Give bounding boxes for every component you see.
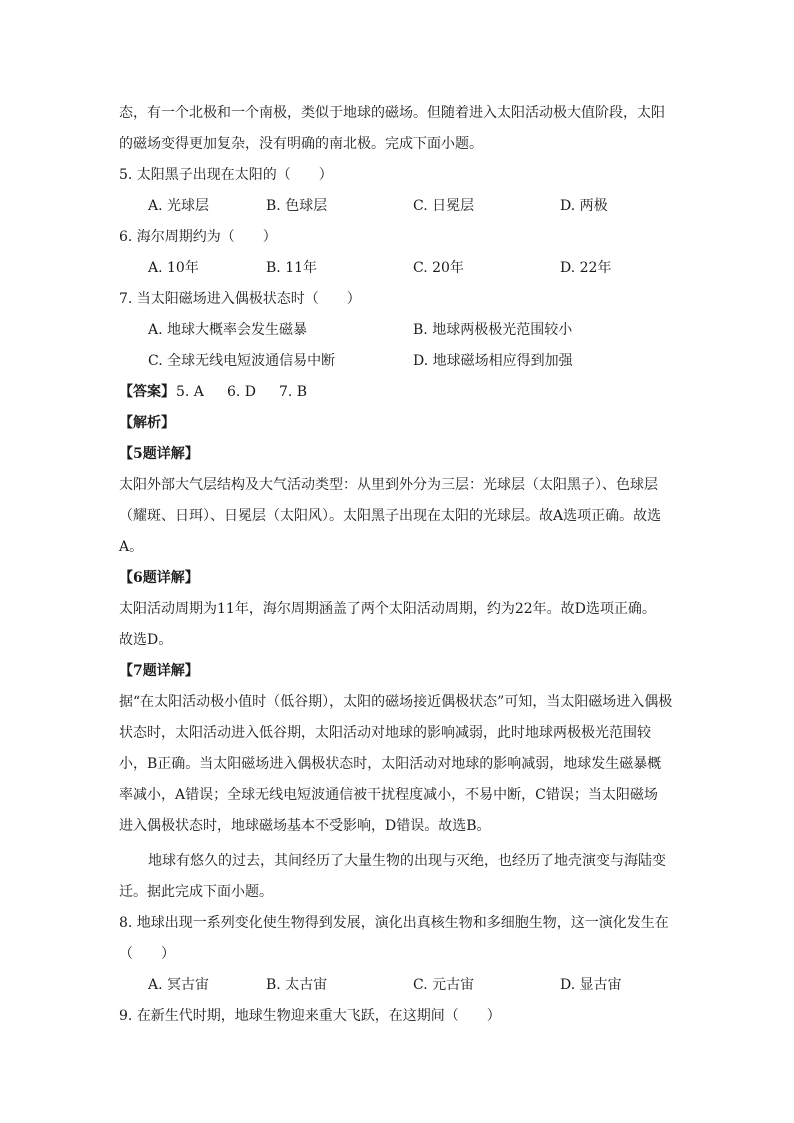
question-7-option-b: B. 地球两极极光范围较小	[413, 322, 573, 338]
question-7-stem: 7. 当太阳磁场进入偶极状态时（ ）	[119, 291, 361, 307]
detail-7-line-3: 小，B正确。当太阳磁场进入偶极状态时，太阳活动对地球的影响减弱，地球发生磁暴概	[119, 756, 662, 772]
detail-7-line-1: 据“在太阳活动极小值时（低谷期），太阳的磁场接近偶极状态”可知，当太阳磁场进入偶极	[119, 694, 673, 710]
question-5-option-b: B. 色球层	[266, 198, 328, 214]
intro-line-2: 的磁场变得更加复杂，没有明确的南北极。完成下面小题。	[119, 136, 483, 152]
question-8-option-a: A. 冥古宙	[148, 977, 210, 993]
question-8-option-c: C. 元古宙	[413, 977, 475, 993]
question-5-option-d: D. 两极	[560, 198, 608, 214]
question-6-option-c: C. 20年	[413, 260, 464, 276]
question-6-stem: 6. 海尔周期约为（ ）	[119, 229, 277, 245]
answer-6: 6. D	[227, 384, 257, 400]
answer-5: 5. A	[176, 384, 204, 400]
answer-label: 【答案】	[119, 384, 175, 400]
question-5-option-c: C. 日冕层	[413, 198, 475, 214]
detail-6-line-2: 故选D。	[119, 632, 173, 648]
question-6-option-a: A. 10年	[148, 260, 199, 276]
question-8-stem-line-2: （ ）	[119, 946, 175, 962]
detail-5-line-1: 太阳外部大气层结构及大气活动类型：从里到外分为三层：光球层（太阳黑子）、色球层	[119, 477, 658, 493]
detail-7-line-4: 率减小，A错误；全球无线电短波通信被干扰程度减小，不易中断，C错误；当太阳磁场	[119, 787, 658, 803]
question-8-stem-line-1: 8. 地球出现一系列变化使生物得到发展，演化出真核生物和多细胞生物，这一演化发生在	[119, 915, 669, 931]
question-7-option-c: C. 全球无线电短波通信易中断	[148, 353, 336, 369]
question-7-option-a: A. 地球大概率会发生磁暴	[148, 322, 308, 338]
detail-7-line-5: 进入偶极状态时，地球磁场基本不受影响，D错误。故选B。	[119, 818, 491, 834]
detail-6-label: 【6题详解】	[119, 570, 199, 586]
intro2-line-2: 迁。据此完成下面小题。	[119, 884, 273, 900]
detail-5-label: 【5题详解】	[119, 446, 199, 462]
question-8-option-b: B. 太古宙	[266, 977, 328, 993]
question-7-option-d: D. 地球磁场相应得到加强	[413, 353, 573, 369]
question-8-option-d: D. 显古宙	[560, 977, 622, 993]
question-5-option-a: A. 光球层	[148, 198, 210, 214]
intro2-line-1: 地球有悠久的过去，其间经历了大量生物的出现与灭绝，也经历了地壳演变与海陆变	[148, 853, 666, 869]
intro-line-1: 态，有一个北极和一个南极，类似于地球的磁场。但随着进入太阳活动极大值阶段，太阳	[119, 105, 665, 121]
question-5-stem: 5. 太阳黑子出现在太阳的（ ）	[119, 167, 333, 183]
question-6-option-d: D. 22年	[560, 260, 612, 276]
question-9-stem: 9. 在新生代时期，地球生物迎来重大飞跃，在这期间（ ）	[119, 1008, 501, 1024]
detail-6-line-1: 太阳活动周期为11年，海尔周期涵盖了两个太阳活动周期，约为22年。故D选项正确。	[119, 601, 656, 617]
answer-7: 7. B	[279, 384, 308, 400]
detail-5-line-3: A。	[119, 539, 144, 555]
detail-5-line-2: （耀斑、日珥）、日冕层（太阳风）。太阳黑子出现在太阳的光球层。故A选项正确。故选	[119, 508, 662, 524]
question-6-option-b: B. 11年	[266, 260, 318, 276]
analysis-label: 【解析】	[119, 415, 175, 431]
detail-7-line-2: 状态时，太阳活动进入低谷期，太阳活动对地球的影响减弱，此时地球两极极光范围较	[119, 725, 651, 741]
detail-7-label: 【7题详解】	[119, 663, 199, 679]
